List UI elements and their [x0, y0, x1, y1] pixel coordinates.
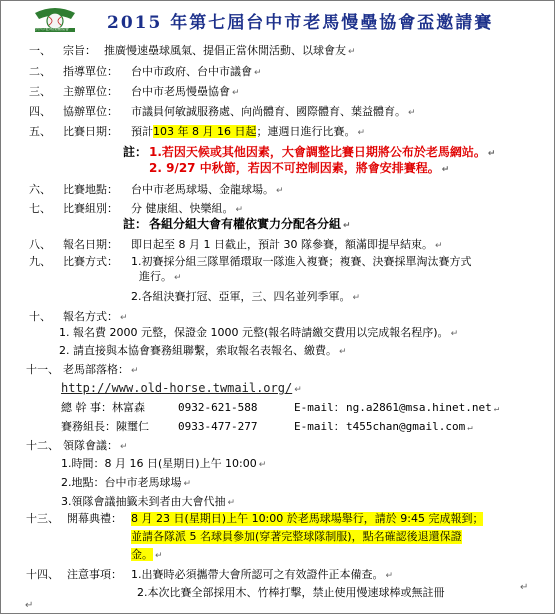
item-3-label: 主辦單位： — [63, 85, 118, 98]
item-2-text: 台中市政府、台中市議會 ↵ — [131, 65, 262, 78]
item-11-number: 十一、 — [26, 363, 59, 376]
item-10-number: 十、 — [29, 310, 51, 323]
item-7-text: 分 健康組、快樂組。 ↵ — [131, 202, 244, 215]
contact-2-role: 賽務組長：陳璽仁 — [61, 420, 149, 433]
contact-2-phone: 0933-477-277 — [178, 420, 258, 433]
item-9-sub-2-text: 2.各組決賽打冠、亞軍，三、四名並列季軍。 ↵ — [131, 290, 361, 303]
item-14-label: 注意事項： — [67, 568, 122, 581]
item-8-number: 八、 — [29, 238, 51, 251]
item-5-label: 比賽日期： — [63, 125, 118, 138]
date-note-line-1: 1.若因天候或其他因素，大會調整比賽日期將公布於老馬網站。 ↵ — [149, 145, 496, 159]
group-note-text: 各組分組大會有權依實力分配各分組 ↵ — [149, 217, 351, 231]
item-9-label: 比賽方式： — [63, 255, 118, 268]
item-1-label: 宗旨： — [63, 44, 96, 57]
contact-2-email-label: E-mail： — [294, 420, 345, 433]
contact-1-phone: 0932-621-588 — [178, 401, 258, 414]
meeting-location: 2.地點：台中市老馬球場 ↵ — [61, 476, 192, 489]
logo-text: 台中市老馬慢壘協會 — [33, 26, 69, 31]
match-date-highlight: 103 年 8 月 16 日起 — [153, 125, 257, 138]
opening-line-1: 8 月 23 日(星期日)上午 10:00 於老馬球場舉行，請於 9:45 完成報到； — [131, 512, 484, 525]
item-10-sub-2-text: 2. 請直接與本協會賽務組聯繫，索取報名表報名、繳費。 ↵ — [59, 344, 347, 357]
opening-line-2: 並請各隊派 5 名球員參加(穿著完整球隊制服)，點名確認後退還保證 — [131, 530, 462, 543]
line-end-mark: ↵ — [520, 582, 529, 593]
item-4-label: 協辦單位： — [63, 105, 118, 118]
item-6-text: 台中市老馬球場、金龍球場。 ↵ — [131, 183, 284, 196]
item-2-label: 指導單位： — [63, 65, 118, 78]
item-2-number: 二、 — [29, 65, 51, 78]
meeting-draw-note: 3.領隊會議抽籤未到者由大會代抽 ↵ — [61, 495, 236, 508]
paragraph-end-mark: ↵ — [25, 600, 34, 611]
item-1-number: 一、 — [29, 44, 51, 57]
item-8-label: 報名日期： — [63, 238, 118, 251]
item-3-number: 三、 — [29, 85, 51, 98]
item-13-label: 開幕典禮： — [67, 512, 122, 525]
item-5-text: 預計103 年 8 月 16 日起；連週日進行比賽。 ↵ — [131, 125, 366, 138]
item-3-text: 台中市老馬慢壘協會 ↵ — [131, 85, 240, 98]
contact-1-role: 總 幹 事：林富森 — [61, 401, 145, 414]
item-8-text: 即日起至 8 月 1 日截止，預計 30 隊參賽，額滿即提早結束。 ↵ — [131, 238, 443, 251]
contact-1-email-label: E-mail： — [294, 401, 345, 414]
item-9-number: 九、 — [29, 255, 51, 268]
item-5-number: 五、 — [29, 125, 51, 138]
item-6-label: 比賽地點： — [63, 183, 118, 196]
date-note-line-2: 2. 9/27 中秋節，若因不可控制因素，將會安排賽程。 ↵ — [149, 161, 450, 175]
contact-1-email[interactable]: ng.a2861@msa.hinet.net ↵ — [346, 401, 500, 414]
meeting-time: 1.時間：8 月 16 日(星期日)上午 10:00 ↵ — [61, 457, 267, 470]
date-note-prefix: 註： — [123, 145, 148, 159]
item-10-label: 報名方式： ↵ — [63, 310, 128, 323]
item-6-number: 六、 — [29, 183, 51, 196]
item-10-sub-1-text: 1. 報名費 2000 元整，保證金 1000 元整(報名時請繳交費用以完成報名程序)。 ↵ — [59, 326, 459, 339]
page-title: 2015 年第七屆台中市老馬慢壘協會盃邀請賽 — [107, 13, 494, 33]
notice-2: 2.本次比賽全部採用木、竹棒打擊，禁止使用慢速球棒或無註冊 — [137, 586, 445, 599]
item-7-number: 七、 — [29, 202, 51, 215]
item-7-label: 比賽組別： — [63, 202, 118, 215]
item-9-text: 1.初賽採分組三隊單循環取一隊進入複賽；複賽、決賽採單淘汰賽方式 — [131, 255, 472, 268]
item-12-number: 十二、 — [26, 439, 59, 452]
blog-url-link[interactable]: http://www.old-horse.twmail.org/ ↵ — [61, 381, 302, 395]
item-11-label: 老馬部落格： ↵ — [63, 363, 139, 376]
item-13-number: 十三、 — [26, 512, 59, 525]
item-14-number: 十四、 — [26, 568, 59, 581]
group-note-prefix: 註： — [123, 217, 148, 231]
item-4-text: 市議員何敏誠服務處、向尚體育、國際體育、葉益體育。 ↵ — [131, 105, 416, 118]
item-4-number: 四、 — [29, 105, 51, 118]
opening-line-3: 金。 ↵ — [131, 548, 163, 561]
item-12-label: 領隊會議： ↵ — [63, 439, 128, 452]
item-1-text: 推廣慢速壘球風氣、提倡正當休閒活動、以球會友 ↵ — [104, 44, 356, 57]
contact-2-email[interactable]: t455chan@gmail.com ↵ — [346, 420, 473, 433]
notice-1: 1.出賽時必須攜帶大會所認可之有效證件正本備查。 ↵ — [131, 568, 394, 581]
item-9-continuation: 進行。 ↵ — [139, 270, 182, 283]
